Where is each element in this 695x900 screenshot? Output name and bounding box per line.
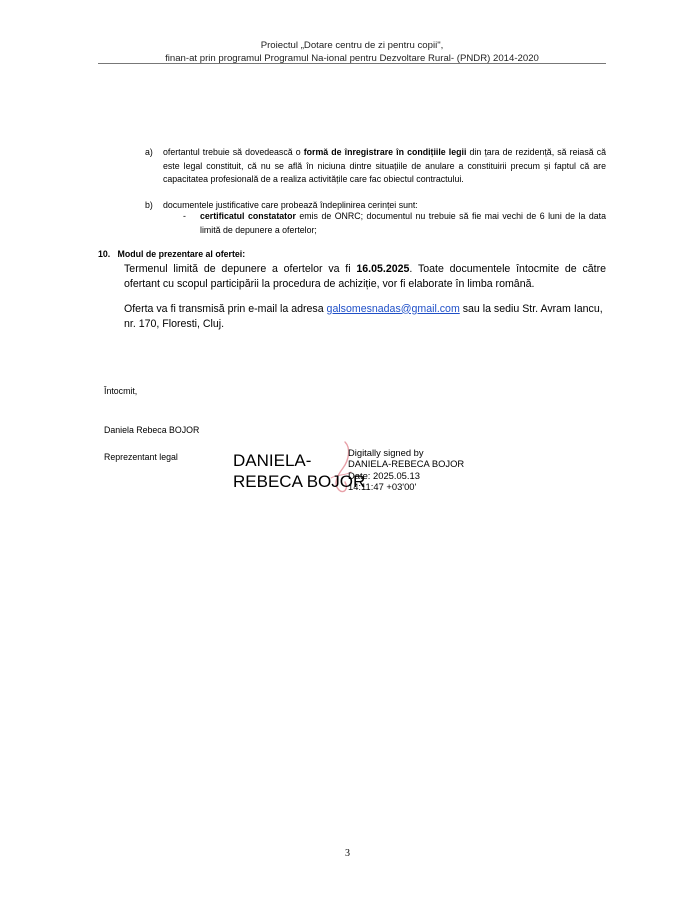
sub-item-bold: certificatul constatator xyxy=(200,211,296,221)
list-marker-b: b) xyxy=(145,200,153,210)
list-item-b: documentele justificative care probează îndeplinirea cerinței sunt: xyxy=(163,200,418,210)
section-10-body xyxy=(124,262,606,332)
header-divider xyxy=(98,63,606,64)
signature-name-line1: DANIELA- xyxy=(233,451,312,470)
deadline-paragraph xyxy=(124,262,606,293)
digital-signature-details xyxy=(348,447,488,493)
submission-text-after: sau la sediu Str. Avram Iancu, nr. 170, Floresti, Cluj. xyxy=(124,302,603,330)
project-title: Proiectul „Dotare centru de zi pentru copii", xyxy=(260,40,444,51)
item-a-text-after: din țara de rezidență, să reiasă că este legal constituit, că nu se află în niciuna dintre situațiile de anulare a constituirii precum și faptul că are capacitatea profesională de a realiza activitățile care fac obiectul contractului. xyxy=(163,147,607,185)
digital-signature-name xyxy=(233,450,365,492)
sub-list-marker: - xyxy=(183,211,186,221)
document-header xyxy=(98,40,606,65)
submission-paragraph xyxy=(124,302,606,333)
signature-detail-1: Digitally signed by xyxy=(348,447,424,458)
signature-detail-3: Date: 2025.05.13 xyxy=(348,469,420,481)
deadline-text-after: . Toate documentele întocmite de către ofertant cu scopul participării la procedura de achiziție, vor fi elaborate în limba română. xyxy=(124,263,606,291)
page-number: 3 xyxy=(345,848,350,859)
item-a-text-before: ofertantul trebuie să dovedească o xyxy=(163,147,304,157)
prepared-by-label: Întocmit, xyxy=(104,386,138,396)
sub-list-item xyxy=(200,210,606,237)
item-a-bold: formă de înregistrare în condițiile legii xyxy=(303,147,467,157)
signature-detail-2: DANIELA-REBECA BOJOR xyxy=(348,458,465,470)
signature-name-line2: REBECA BOJOR xyxy=(233,472,366,491)
list-item-a xyxy=(163,146,606,187)
email-link[interactable]: galsomesnadas@gmail.com xyxy=(326,302,460,315)
section-10-heading: 10. Modul de prezentare al ofertei: xyxy=(98,249,246,259)
submission-text-before: Oferta va fi transmisă prin e-mail la adresa xyxy=(124,302,327,315)
deadline-text-before: Termenul limită de depunere a ofertelor va fi xyxy=(124,263,357,275)
signer-name: Daniela Rebeca BOJOR xyxy=(104,425,200,435)
signature-detail-4: 14:11:47 +03'00' xyxy=(348,481,417,493)
deadline-date: 16.05.2025 xyxy=(356,263,410,275)
signer-role: Reprezentant legal xyxy=(104,452,178,462)
funding-line: finan-at prin programul Programul Na-ional pentru Dezvoltare Rural- (PNDR) 2014-2020 xyxy=(165,52,539,64)
sub-item-text: emis de ONRC; documentul nu trebuie să fie mai vechi de 6 luni de la data limită de depunere a ofertelor; xyxy=(200,211,606,235)
list-marker-a: a) xyxy=(145,147,153,157)
